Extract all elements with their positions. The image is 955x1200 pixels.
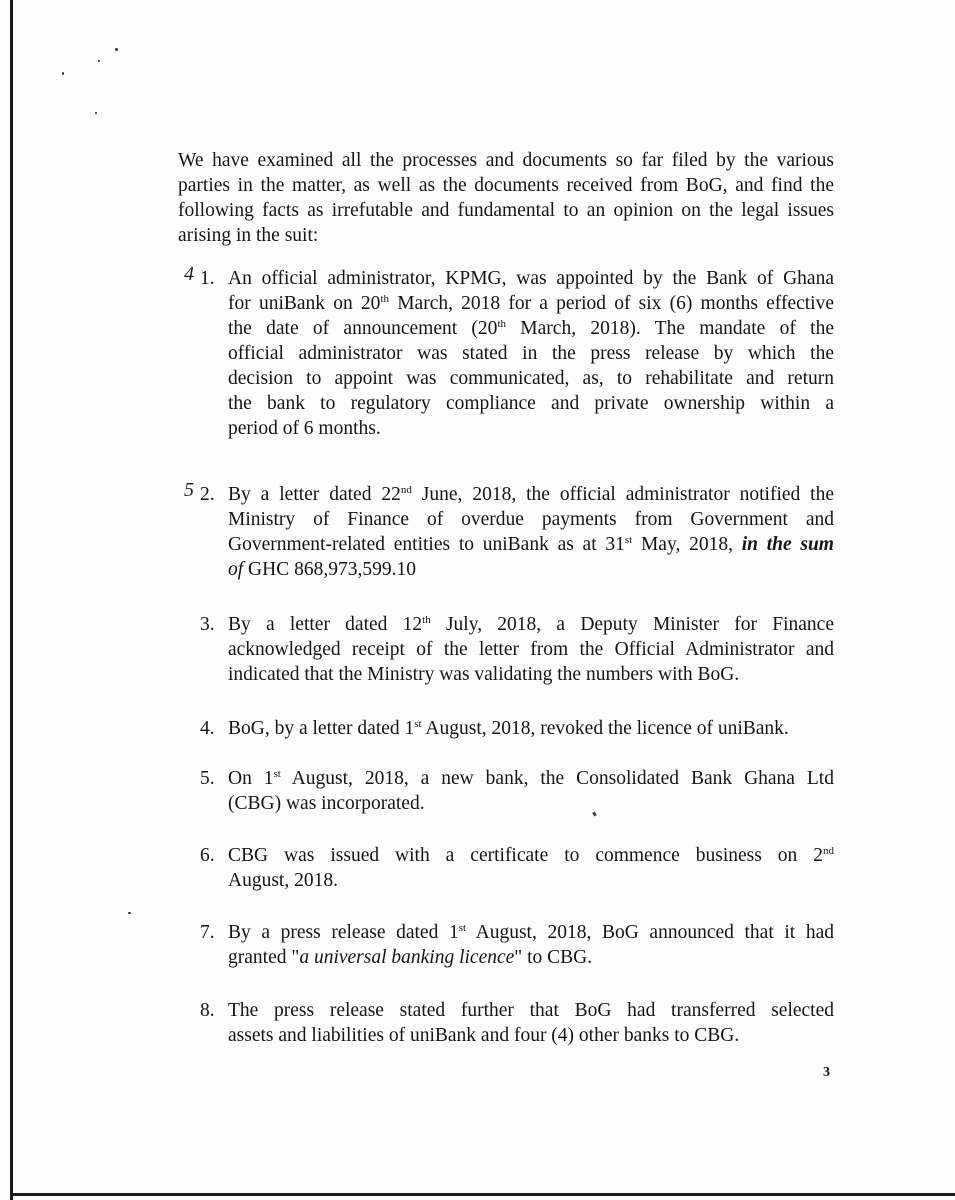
list-item (178, 716, 834, 741)
line: (CBG) was incorporated. (228, 793, 425, 814)
list-item (178, 998, 834, 1048)
line: By a press release dated 1st August, 2018, BoG announced that it had (228, 922, 834, 943)
line: decision to appoint was communicated, as, to rehabilitate and return (228, 368, 834, 389)
list-item-number: 3. (200, 614, 215, 635)
line: the date of announcement (20th March, 2018). The mandate of the (228, 318, 834, 339)
page-number: 3 (823, 1065, 830, 1080)
list-item-text (228, 920, 834, 970)
list-item-number: 7. (200, 922, 215, 943)
scan-speck (95, 112, 97, 114)
list-item-text (228, 843, 834, 893)
list-item (178, 843, 834, 893)
line: assets and liabilities of uniBank and four (4) other banks to CBG. (228, 1025, 740, 1046)
scan-speck (128, 912, 131, 914)
scan-border-bottom (10, 1193, 955, 1196)
list-item-text (228, 716, 834, 741)
list-item-text (228, 998, 834, 1048)
scan-border-left (10, 0, 13, 1200)
list-item-number: 5. (200, 768, 215, 789)
line: BoG, by a letter dated 1st August, 2018, revoked the licence of uniBank. (228, 718, 789, 739)
line: period of 6 months. (228, 418, 381, 439)
line: An official administrator, KPMG, was appointed by the Bank of Ghana (228, 268, 834, 289)
intro-paragraph: We have examined all the processes and documents so far filed by the various parties in the matter, as well as the documents received from BoG, and find the following facts as irrefutable and fundamental to an opinion on the legal issues arising in the suit: (178, 150, 834, 246)
scan-speck (62, 72, 64, 75)
list-item-text (228, 612, 834, 687)
list-item (178, 612, 834, 687)
list-item-number: 1. (200, 268, 215, 289)
line: acknowledged receipt of the letter from the Official Administrator and (228, 639, 834, 660)
line: Ministry of Finance of overdue payments from Government and (228, 509, 834, 530)
line: granted "a universal banking licence" to CBG. (228, 947, 593, 968)
line: The press release stated further that BoG had transferred selected (228, 1000, 834, 1021)
list-item-text (228, 266, 834, 441)
list-item (178, 263, 834, 441)
line: of GHC 868,973,599.10 (228, 559, 416, 580)
handwritten-mark: 5 (184, 479, 194, 501)
list-item-number: 6. (200, 845, 215, 866)
scan-speck (115, 48, 118, 51)
line: the bank to regulatory compliance and private ownership within a (228, 393, 834, 414)
line: By a letter dated 12th July, 2018, a Deputy Minister for Finance (228, 614, 834, 635)
line: Government-related entities to uniBank as at 31st May, 2018, in the sum (228, 534, 834, 555)
scan-speck (98, 60, 100, 62)
line: CBG was issued with a certificate to commence business on 2nd (228, 845, 834, 866)
list-item (178, 479, 835, 582)
list-item (178, 920, 834, 970)
list-item-number: 8. (200, 1000, 215, 1021)
handwritten-mark: 4 (184, 263, 194, 285)
line: official administrator was stated in the press release by which the (228, 343, 834, 364)
line: August, 2018. (228, 870, 338, 891)
line: for uniBank on 20th March, 2018 for a period of six (6) months effective (228, 293, 834, 314)
list-item-text (228, 766, 834, 816)
list-item-number: 4. (200, 718, 215, 739)
line: On 1st August, 2018, a new bank, the Consolidated Bank Ghana Ltd (228, 768, 834, 789)
list-item (178, 766, 834, 816)
list-item-number: 2. (200, 484, 215, 505)
list-item-text (228, 482, 834, 582)
line: By a letter dated 22nd June, 2018, the official administrator notified the (228, 484, 835, 505)
line: indicated that the Ministry was validating the numbers with BoG. (228, 664, 740, 685)
